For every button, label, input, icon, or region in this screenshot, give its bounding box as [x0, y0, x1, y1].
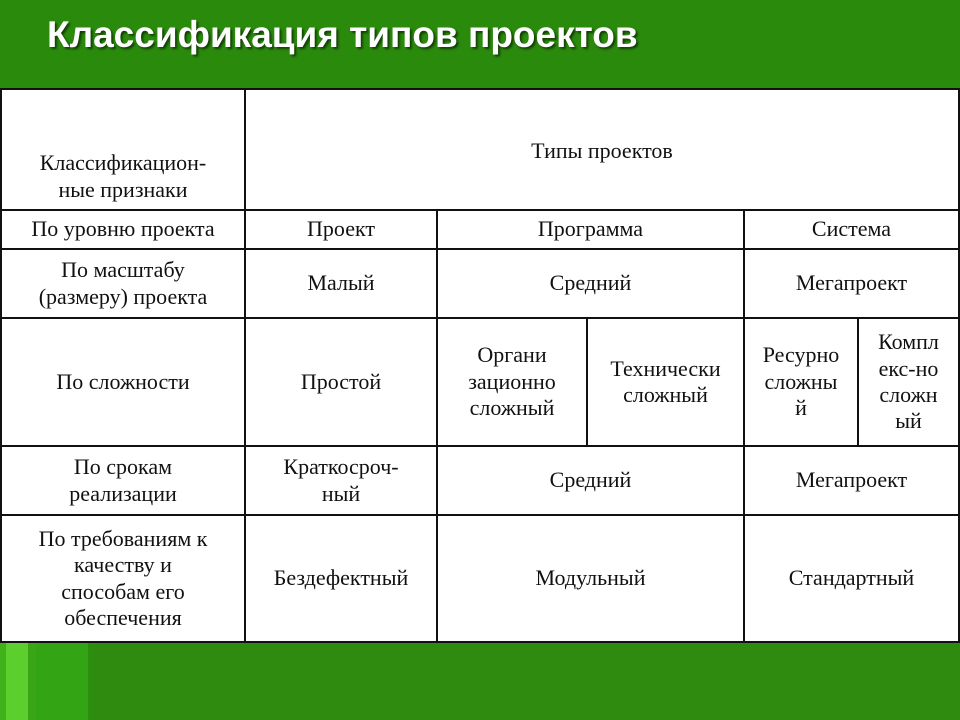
footer-stripe: [36, 643, 88, 720]
row-complexity-type-3a: Ресурно сложны й: [745, 319, 859, 447]
footer-stripe: [6, 643, 28, 720]
row-quality-label: По требованиям к качеству и способам его обеспечения: [0, 516, 246, 643]
row-quality-type-3: Стандартный: [745, 516, 960, 643]
row-scale-type-2: Средний: [438, 250, 745, 319]
row-quality-type-2: Модульный: [438, 516, 745, 643]
row-level-type-3: Система: [745, 211, 960, 250]
row-scale-type-1: Малый: [246, 250, 438, 319]
row-complexity-label: По сложности: [0, 319, 246, 447]
row-complexity-type-3b: Компл екс-но сложн ый: [859, 319, 960, 447]
row-terms-type-2: Средний: [438, 447, 745, 516]
row-terms-label: По срокам реализации: [0, 447, 246, 516]
footer-stripe: [28, 643, 36, 720]
row-complexity-type-2b: Технически сложный: [588, 319, 745, 447]
row-level-label: По уровню проекта: [0, 211, 246, 250]
slide-header: [0, 0, 960, 88]
header-classification-features: [0, 88, 246, 211]
row-level-type-1: Проект: [246, 211, 438, 250]
header-classification-features-text: Классификацион- ные признаки: [39, 150, 207, 202]
row-complexity-type-1: Простой: [246, 319, 438, 447]
header-project-types: [246, 88, 960, 211]
header-project-types-text: Типы проектов: [531, 138, 673, 163]
row-scale-type-3: Мегапроект: [745, 250, 960, 319]
row-terms-type-3: Мегапроект: [745, 447, 960, 516]
row-terms-type-1: Краткосроч- ный: [246, 447, 438, 516]
slide-footer: [0, 643, 960, 720]
row-scale-label: По масштабу (размеру) проекта: [0, 250, 246, 319]
row-complexity-type-2a: Органи зационно сложный: [438, 319, 588, 447]
row-level-type-2: Программа: [438, 211, 745, 250]
row-quality-type-1: Бездефектный: [246, 516, 438, 643]
slide-title: Классификация типов проектов: [47, 14, 638, 55]
footer-stripe: [88, 643, 94, 720]
